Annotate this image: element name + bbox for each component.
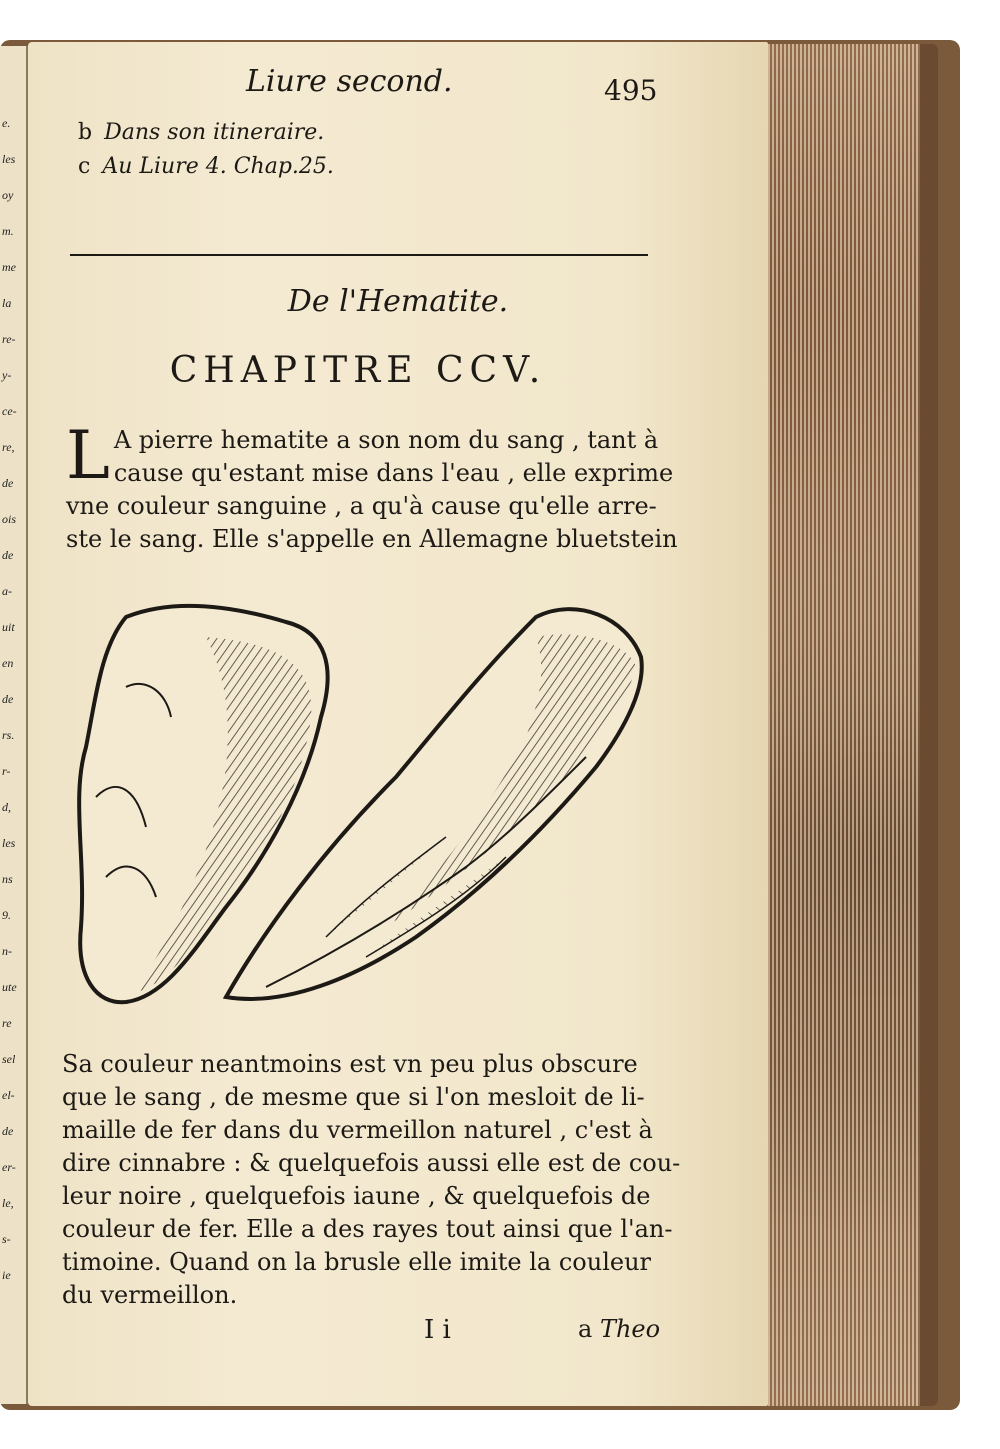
page-number: 495: [604, 74, 658, 107]
facing-page-fragment: le,: [2, 1196, 14, 1210]
woodcut-illustration-icon: [66, 597, 656, 1017]
paragraph-1: [66, 417, 678, 556]
page-edges: [768, 44, 938, 1406]
facing-page-fragment: d,: [2, 800, 11, 814]
catchword-text: Theo: [599, 1315, 661, 1343]
facing-page-fragment: re: [2, 1016, 12, 1030]
book: [0, 40, 960, 1410]
text-line: que le sang , de mesme que si l'on mesloit de li-: [62, 1083, 645, 1111]
footnote-text: Dans son itineraire.: [104, 120, 325, 145]
facing-page-fragment: en: [2, 656, 14, 670]
facing-page-fragment: n-: [2, 944, 12, 958]
footnote-c: [78, 154, 334, 179]
facing-page-fragment: rs.: [2, 728, 15, 742]
text-line: leur noire , quelquefois iaune , & quelquefois de: [62, 1182, 651, 1210]
facing-page-edge: [0, 46, 28, 1404]
facing-page-fragment: de: [2, 548, 14, 562]
facing-page-fragment: r-: [2, 764, 11, 778]
signature-mark: I i: [424, 1315, 451, 1345]
text-line: A pierre hematite a son nom du sang , tant à: [113, 426, 659, 454]
facing-page-fragment: les: [2, 152, 16, 166]
text-line: dire cinnabre : & quelquefois aussi elle est de cou-: [62, 1149, 681, 1177]
facing-page-fragment: ois: [2, 512, 17, 526]
text-line: du vermeillon.: [62, 1281, 238, 1309]
facing-page-fragment: ns: [2, 872, 13, 886]
catchword-mark: a: [578, 1315, 593, 1343]
section-title: De l'Hematite.: [287, 284, 509, 319]
text-line: timoine. Quand on la brusle elle imite la couleur: [62, 1248, 652, 1276]
drop-cap: L: [66, 417, 110, 494]
facing-page-fragment: re-: [2, 332, 16, 346]
footnote-text: Au Liure 4. Chap.25.: [102, 154, 334, 179]
paragraph-2: [62, 1048, 681, 1312]
facing-page-fragment: s-: [2, 1232, 11, 1246]
text-line: cause qu'estant mise dans l'eau , elle exprime: [113, 459, 674, 487]
facing-page-fragment: me: [2, 260, 16, 274]
text-line: Sa couleur neantmoins est vn peu plus obscure: [62, 1050, 638, 1078]
facing-page-fragment: 9.: [2, 908, 11, 922]
footnote-mark: b: [78, 120, 93, 145]
text-line: vne couleur sanguine , a qu'à cause qu'elle arre-: [66, 492, 657, 520]
facing-page-fragment: ute: [2, 980, 17, 994]
section-rule: [70, 254, 648, 256]
footnote-mark: c: [78, 154, 91, 179]
catchword: [578, 1315, 660, 1343]
facing-page-fragment: e.: [2, 116, 11, 130]
facing-page-fragment: de: [2, 692, 14, 706]
hematite-stones-woodcut: [66, 597, 656, 1017]
text-line: maille de fer dans du vermeillon naturel , c'est à: [62, 1116, 653, 1144]
facing-page-fragment: er-: [2, 1160, 16, 1174]
facing-page-fragment: de: [2, 1124, 14, 1138]
text-line: couleur de fer. Elle a des rayes tout ainsi que l'an-: [62, 1215, 673, 1243]
facing-page-fragment: y-: [2, 368, 12, 382]
facing-page-fragment: uit: [2, 620, 15, 634]
facing-page-fragment: ie: [2, 1268, 11, 1282]
running-head: Liure second.: [246, 64, 453, 99]
facing-page-fragment: ce-: [2, 404, 17, 418]
facing-page-fragment: les: [2, 836, 16, 850]
facing-page-fragment: de: [2, 476, 14, 490]
chapter-title: CHAPITRE CCV.: [169, 350, 547, 391]
facing-page-fragment: m.: [2, 224, 14, 238]
text-line: ste le sang. Elle s'appelle en Allemagne bluetstein: [66, 525, 678, 553]
facing-page-fragment: a-: [2, 584, 12, 598]
page-495: [28, 42, 768, 1406]
facing-page-fragment: sel: [2, 1052, 16, 1066]
facing-page-fragment: oy: [2, 188, 14, 202]
facing-page-fragment: el-: [2, 1088, 15, 1102]
footnote-b: [78, 120, 324, 145]
facing-page-fragment: re,: [2, 440, 15, 454]
facing-page-fragment: la: [2, 296, 12, 310]
